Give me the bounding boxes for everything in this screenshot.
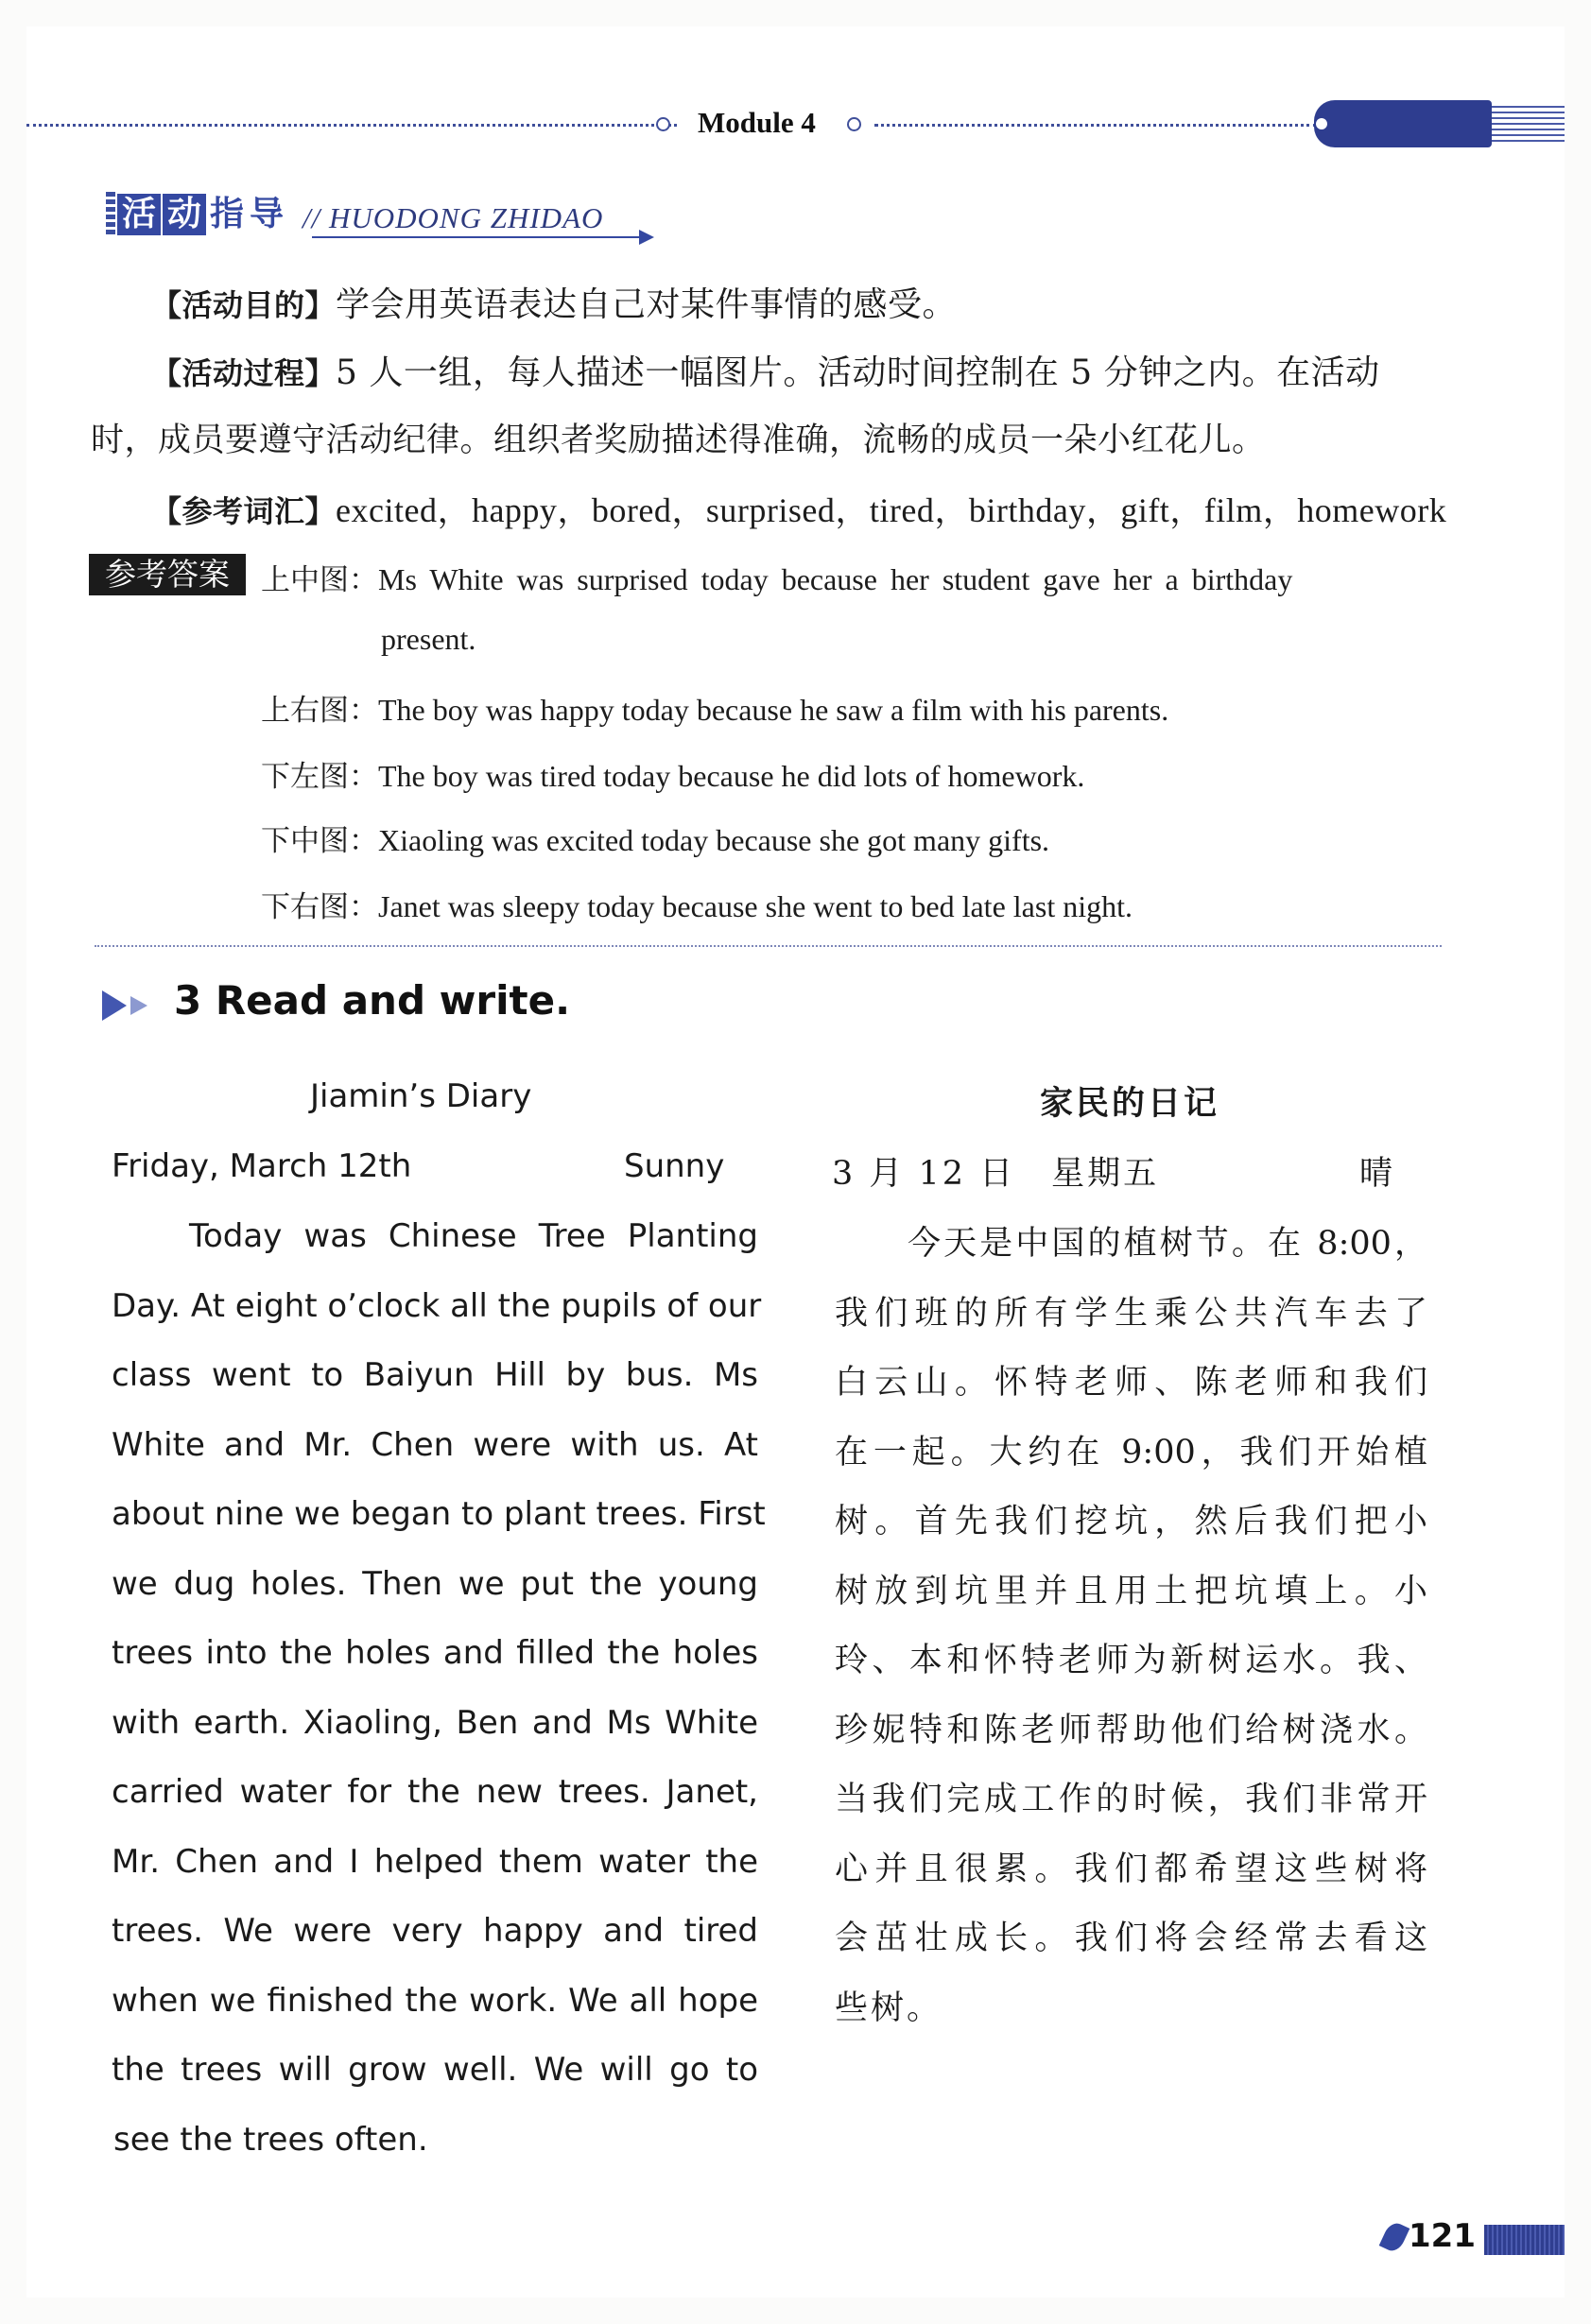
answer-1-text: Ms White was surprised today because her student gave her a birthday (378, 562, 1293, 596)
header-tab-dot (1316, 118, 1327, 129)
answer-1 (261, 556, 1292, 598)
diary-cn-weather: 晴 (1359, 1155, 1396, 1193)
vocab-text: excited，happy，bored，surprised，tired，birthday，gift，film，homework (336, 491, 1447, 529)
diary-cn-line: 会茁壮成长。我们将会经常去看这 (835, 1919, 1427, 1957)
answer-4-text: Xiaoling was excited today because she got many gifts. (378, 823, 1050, 857)
diary-en-line: trees into the holes and filled the holes (112, 1634, 758, 1672)
answer-1-continued: present. (381, 622, 476, 656)
diary-en-line: we dug holes. Then we put the young (112, 1564, 758, 1603)
diary-en-line: carried water for the new trees. Janet, (112, 1773, 758, 1811)
section-arrow-icon (102, 990, 127, 1021)
answer-4 (261, 817, 1049, 859)
section-divider (95, 945, 1442, 947)
section-title: 3 Read and write. (174, 977, 571, 1024)
badge-bar (106, 192, 115, 237)
answer-5-text: Janet was sleepy today because she went to bed late last night. (378, 889, 1133, 923)
badge-char-2: 动 (163, 194, 206, 235)
diary-en-weather: Sunny (624, 1147, 725, 1185)
diary-cn-line: 在一起。大约在 9:00，我们开始植 (835, 1433, 1427, 1472)
activity-guide-badge (106, 192, 295, 237)
section-arrow-small-icon (130, 996, 147, 1015)
answer-badge: 参考答案 (89, 554, 246, 595)
process-tag: 【活动过程】 (151, 355, 337, 391)
diary-en-line: see the trees often. (113, 2120, 428, 2159)
vocab-tag: 【参考词汇】 (151, 493, 337, 529)
activity-goal (151, 278, 957, 326)
page-number: 121 (1409, 2217, 1476, 2255)
answer-1-label: 上中图： (261, 563, 378, 597)
diary-en-title: Jiamin’s Diary (310, 1077, 532, 1115)
process-text-1: 5 人一组，每人描述一幅图片。活动时间控制在 5 分钟之内。在活动 (336, 353, 1380, 392)
diary-cn-line: 树放到坑里并且用土把坑填上。小 (835, 1572, 1427, 1610)
answer-2-label: 上右图： (261, 694, 378, 728)
diary-en-line: when we finished the work. We all hope (112, 1981, 758, 2020)
diary-cn-line: 白云山。怀特老师、陈老师和我们 (835, 1364, 1427, 1402)
diary-en-line: class went to Baiyun Hill by bus. Ms (112, 1356, 758, 1394)
answer-5-label: 下右图： (261, 890, 378, 924)
badge-char-4: 导 (250, 195, 285, 233)
badge-char-3: 指 (210, 195, 245, 233)
diary-en-line: the trees will grow well. We will go to (112, 2051, 758, 2089)
diary-cn-line: 树。首先我们挖坑，然后我们把小 (835, 1503, 1427, 1541)
answer-3 (261, 752, 1084, 795)
answer-2 (261, 686, 1168, 729)
diary-cn-line: 心并且很累。我们都希望这些树将 (835, 1850, 1427, 1888)
badge-arrow-icon (639, 230, 654, 245)
header-rule-left (26, 124, 677, 127)
answer-3-label: 下左图： (261, 760, 378, 794)
answer-4-label: 下中图： (261, 824, 378, 858)
module-title: Module 4 (698, 106, 816, 139)
diary-en-date: Friday, March 12th (112, 1147, 412, 1185)
diary-cn-line: 玲、本和怀特老师为新树运水。我、 (835, 1642, 1427, 1679)
activity-process-line-2: 时，成员要遵守活动纪律。组织者奖励描述得准确，流畅的成员一朵小红花儿。 (91, 422, 1266, 459)
header-stripes (1492, 106, 1565, 142)
diary-cn-line: 当我们完成工作的时候，我们非常开 (835, 1781, 1427, 1818)
diary-cn-line: 珍妮特和陈老师帮助他们给树浇水。 (835, 1711, 1427, 1749)
answer-3-text: The boy was tired today because he did lots of homework. (378, 759, 1085, 793)
diary-en-line: Today was Chinese Tree Planting (189, 1217, 758, 1255)
activity-process-line-1 (151, 346, 1380, 394)
diary-cn-line: 我们班的所有学生乘公共汽车去了 (835, 1294, 1427, 1333)
goal-tag: 【活动目的】 (151, 287, 337, 323)
header-tab (1314, 100, 1492, 147)
activity-vocab (151, 484, 1446, 532)
header-dot-left (656, 117, 670, 131)
diary-cn-date: 3 月 12 日 星期五 (832, 1155, 1160, 1193)
answer-5 (261, 883, 1133, 925)
header-rule-right (874, 124, 1317, 127)
diary-en-line: with earth. Xiaoling, Ben and Ms White (112, 1703, 758, 1742)
diary-cn-line: 些树。 (835, 1988, 943, 2027)
diary-en-line: Mr. Chen and I helped them water the (112, 1842, 758, 1881)
diary-en-line: trees. We were very happy and tired (112, 1912, 758, 1950)
diary-en-line: White and Mr. Chen were with us. At (112, 1425, 758, 1464)
answer-2-text: The boy was happy today because he saw a film with his parents. (378, 693, 1169, 727)
diary-cn-title: 家民的日记 (1040, 1085, 1220, 1123)
badge-pinyin: // HUODONG ZHIDAO (303, 201, 604, 234)
diary-cn-line: 今天是中国的植树节。在 8:00， (908, 1225, 1427, 1263)
badge-arrow-line (312, 236, 643, 238)
diary-en-line: Day. At eight o’clock all the pupils of our (112, 1286, 762, 1325)
header-dot-right (847, 117, 861, 131)
footer-stripes (1484, 2225, 1565, 2255)
goal-text: 学会用英语表达自己对某件事情的感受。 (336, 285, 958, 324)
diary-en-line: about nine we began to plant trees. First (112, 1495, 766, 1533)
badge-char-1: 活 (117, 194, 161, 235)
